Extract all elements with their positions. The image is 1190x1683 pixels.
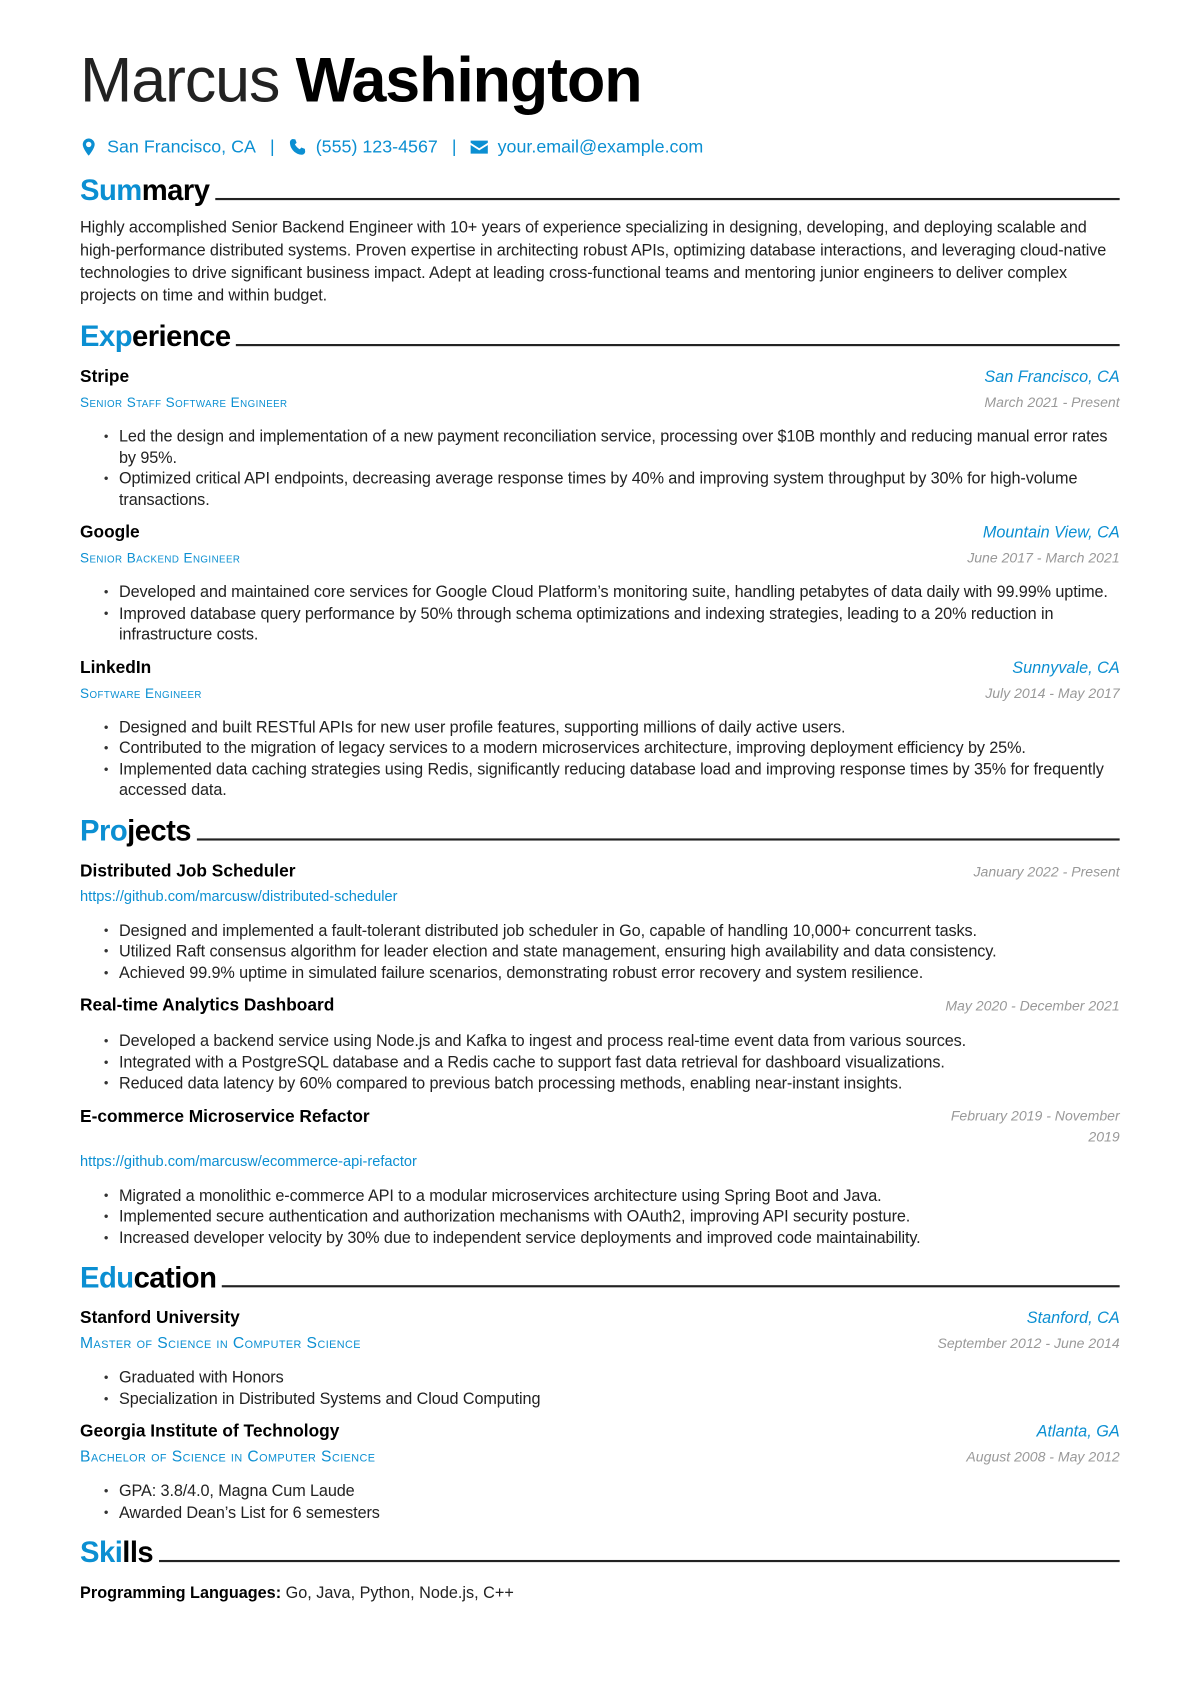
bullet-item: • Graduated with Honors	[119, 1367, 1120, 1388]
project-link[interactable]: https://github.com/marcusw/distributed-scheduler	[80, 887, 398, 904]
heading-accent: Edu	[80, 1261, 134, 1294]
project-entry	[80, 859, 1120, 983]
experience-entry	[80, 521, 1120, 645]
job-title: Senior Staff Software Engineer	[80, 394, 288, 411]
bullet-item: • Specialization in Distributed Systems and Cloud Computing	[119, 1388, 1120, 1409]
project-entry	[80, 994, 1120, 1094]
bullet-item: • Improved database query performance by 50% through schema optimizations and indexing strategies, leading to a 20% reduction in infrastructure costs.	[119, 603, 1120, 645]
map-pin-icon	[80, 138, 97, 155]
entry-meta	[937, 1307, 1119, 1355]
experience-entry	[80, 656, 1120, 801]
first-name: Marcus	[80, 45, 280, 116]
entry-meta	[945, 994, 1119, 1018]
project-dates: January 2022 - Present	[973, 862, 1120, 879]
degree: Master of Science in Computer Science	[80, 1334, 361, 1353]
bullet-list	[80, 717, 1120, 801]
summary-text: Highly accomplished Senior Backend Engineer with 10+ years of experience specializing in designing, developing, and deploying scalable and high-performance distributed systems. Proven expertise in architecting robust APIs, optimizing database interactions, and leveraging cloud-native technologies to drive significant business impact. Adept at leading cross-functional teams and mentoring junior engineers to deliver complex projects on time and within budget.	[80, 218, 1107, 306]
project-dates: February 2019 - November 2019	[950, 1107, 1120, 1145]
bullet-item: • Increased developer velocity by 30% due to independent service deployments and improved code maintainability.	[119, 1227, 1120, 1248]
entry-meta	[984, 366, 1119, 414]
school-name: Georgia Institute of Technology	[80, 1422, 340, 1441]
company-name: Stripe	[80, 367, 130, 387]
entry-dates: March 2021 - Present	[984, 393, 1120, 411]
envelope-icon	[471, 138, 488, 155]
separator: |	[269, 137, 275, 157]
project-entry	[80, 1105, 1120, 1248]
section-rule	[236, 344, 1120, 346]
project-name: Real-time Analytics Dashboard	[80, 996, 335, 1015]
entry-location: Sunnyvale, CA	[1012, 658, 1120, 677]
heading-accent: Ski	[80, 1536, 123, 1569]
bullet-item: • Reduced data latency by 60% compared to previous batch processing methods, enabling near-instant insights.	[119, 1073, 1120, 1094]
company-name: LinkedIn	[80, 658, 152, 677]
contact-line	[80, 133, 1120, 161]
bullet-item: • Developed and maintained core services for Google Cloud Platform’s monitoring suite, handling petabytes of data daily with 99.99% uptime.	[119, 582, 1120, 603]
bullet-item: • Designed and implemented a fault-tolerant distributed job scheduler in Go, capable of handling 10,000+ concurrent tasks.	[119, 920, 1120, 941]
heading-accent: Exp	[80, 320, 133, 353]
section-rule	[196, 838, 1119, 840]
entry-dates: September 2012 - June 2014	[937, 1334, 1120, 1352]
heading-rest: cation	[133, 1261, 217, 1294]
last-name: Washington	[295, 45, 642, 116]
bullet-list	[80, 582, 1120, 645]
entry-location: Stanford, CA	[1026, 1308, 1120, 1328]
phone-link[interactable]: (555) 123-4567	[315, 137, 438, 157]
entry-meta	[936, 1105, 1120, 1146]
project-name: E-commerce Microservice Refactor	[80, 1107, 370, 1126]
entry-location: San Francisco, CA	[984, 367, 1120, 387]
bullet-list	[80, 1481, 1120, 1523]
skills-line	[80, 1582, 1120, 1606]
bullet-item: • Implemented data caching strategies using Redis, significantly reducing database load and improving response times by 35% for frequently accessed data.	[119, 759, 1120, 801]
skill-value: Go, Java, Python, Node.js, C++	[281, 1583, 514, 1603]
degree: Bachelor of Science in Computer Science	[80, 1448, 376, 1466]
separator: |	[451, 137, 457, 157]
entry-meta	[967, 521, 1119, 569]
location-text: San Francisco, CA	[107, 137, 256, 157]
section-heading-summary	[80, 172, 1120, 209]
bullet-list	[80, 920, 1120, 983]
entry-location: Mountain View, CA	[982, 523, 1120, 542]
education-entry	[80, 1307, 1120, 1410]
bullet-item: • Optimized critical API endpoints, decreasing average response times by 40% and improving system throughput by 30% for high-volume transactions.	[119, 468, 1120, 510]
bullet-item: • Integrated with a PostgreSQL database and a Redis cache to support fast data retrieval for dashboard visualizations.	[119, 1052, 1120, 1073]
entry-location: Atlanta, GA	[1036, 1422, 1120, 1441]
bullet-item: • Led the design and implementation of a new payment reconciliation service, processing over $10B monthly and reducing manual error rates by 95%.	[119, 426, 1120, 468]
section-rule	[222, 1285, 1120, 1287]
name-heading	[80, 43, 1120, 119]
heading-accent: Pro	[80, 814, 128, 847]
section-rule	[215, 198, 1120, 200]
bullet-item: • Designed and built RESTful APIs for new user profile features, supporting millions of daily active users.	[119, 717, 1120, 738]
bullet-item: • Achieved 99.9% uptime in simulated failure scenarios, demonstrating robust error recovery and system resilience.	[119, 962, 1120, 983]
job-title: Software Engineer	[80, 685, 202, 701]
bullet-item: • Developed a backend service using Node.js and Kafka to ingest and process real-time event data from various sources.	[119, 1031, 1120, 1052]
section-heading-experience	[80, 318, 1120, 355]
job-title: Senior Backend Engineer	[80, 550, 241, 566]
company-name: Google	[80, 523, 140, 542]
bullet-list	[80, 1367, 1120, 1409]
entry-dates: August 2008 - May 2012	[966, 1448, 1120, 1465]
bullet-list	[80, 1031, 1120, 1094]
section-rule	[159, 1560, 1120, 1562]
school-name: Stanford University	[80, 1308, 240, 1328]
bullet-item: • Migrated a monolithic e-commerce API to a modular microservices architecture using Spring Boot and Java.	[119, 1185, 1120, 1206]
bullet-item: • GPA: 3.8/4.0, Magna Cum Laude	[119, 1481, 1120, 1502]
phone-icon	[289, 138, 306, 155]
section-heading-education	[80, 1259, 1120, 1296]
bullet-item: • Awarded Dean’s List for 6 semesters	[119, 1502, 1120, 1523]
section-heading-skills	[80, 1534, 1120, 1571]
project-name: Distributed Job Scheduler	[80, 861, 296, 881]
project-link[interactable]: https://github.com/marcusw/ecommerce-api-refactor	[80, 1152, 417, 1169]
entry-meta	[985, 656, 1119, 704]
section-heading-projects	[80, 812, 1120, 849]
entry-dates: June 2017 - March 2021	[967, 549, 1120, 566]
heading-rest: jects	[127, 814, 192, 847]
entry-dates: July 2014 - May 2017	[985, 684, 1120, 701]
heading-rest: erience	[132, 320, 231, 353]
email-link[interactable]: your.email@example.com	[497, 137, 704, 157]
bullet-item: • Utilized Raft consensus algorithm for leader election and state management, ensuring high availability and data consistency.	[119, 941, 1120, 962]
experience-entry	[80, 366, 1120, 511]
entry-meta	[973, 859, 1119, 883]
entry-meta	[966, 1420, 1119, 1468]
project-dates: May 2020 - December 2021	[945, 997, 1120, 1014]
bullet-list	[80, 1185, 1120, 1248]
heading-rest: lls	[122, 1536, 154, 1569]
education-entry	[80, 1420, 1120, 1523]
bullet-item: • Contributed to the migration of legacy services to a modern microservices architecture, improving deployment efficiency by 25%.	[119, 738, 1120, 759]
bullet-item: • Implemented secure authentication and authorization mechanisms with OAuth2, improving API security posture.	[119, 1206, 1120, 1227]
heading-rest: mary	[141, 174, 210, 207]
skill-label: Programming Languages:	[80, 1583, 282, 1603]
heading-accent: Sum	[80, 174, 142, 207]
bullet-list	[80, 426, 1120, 510]
